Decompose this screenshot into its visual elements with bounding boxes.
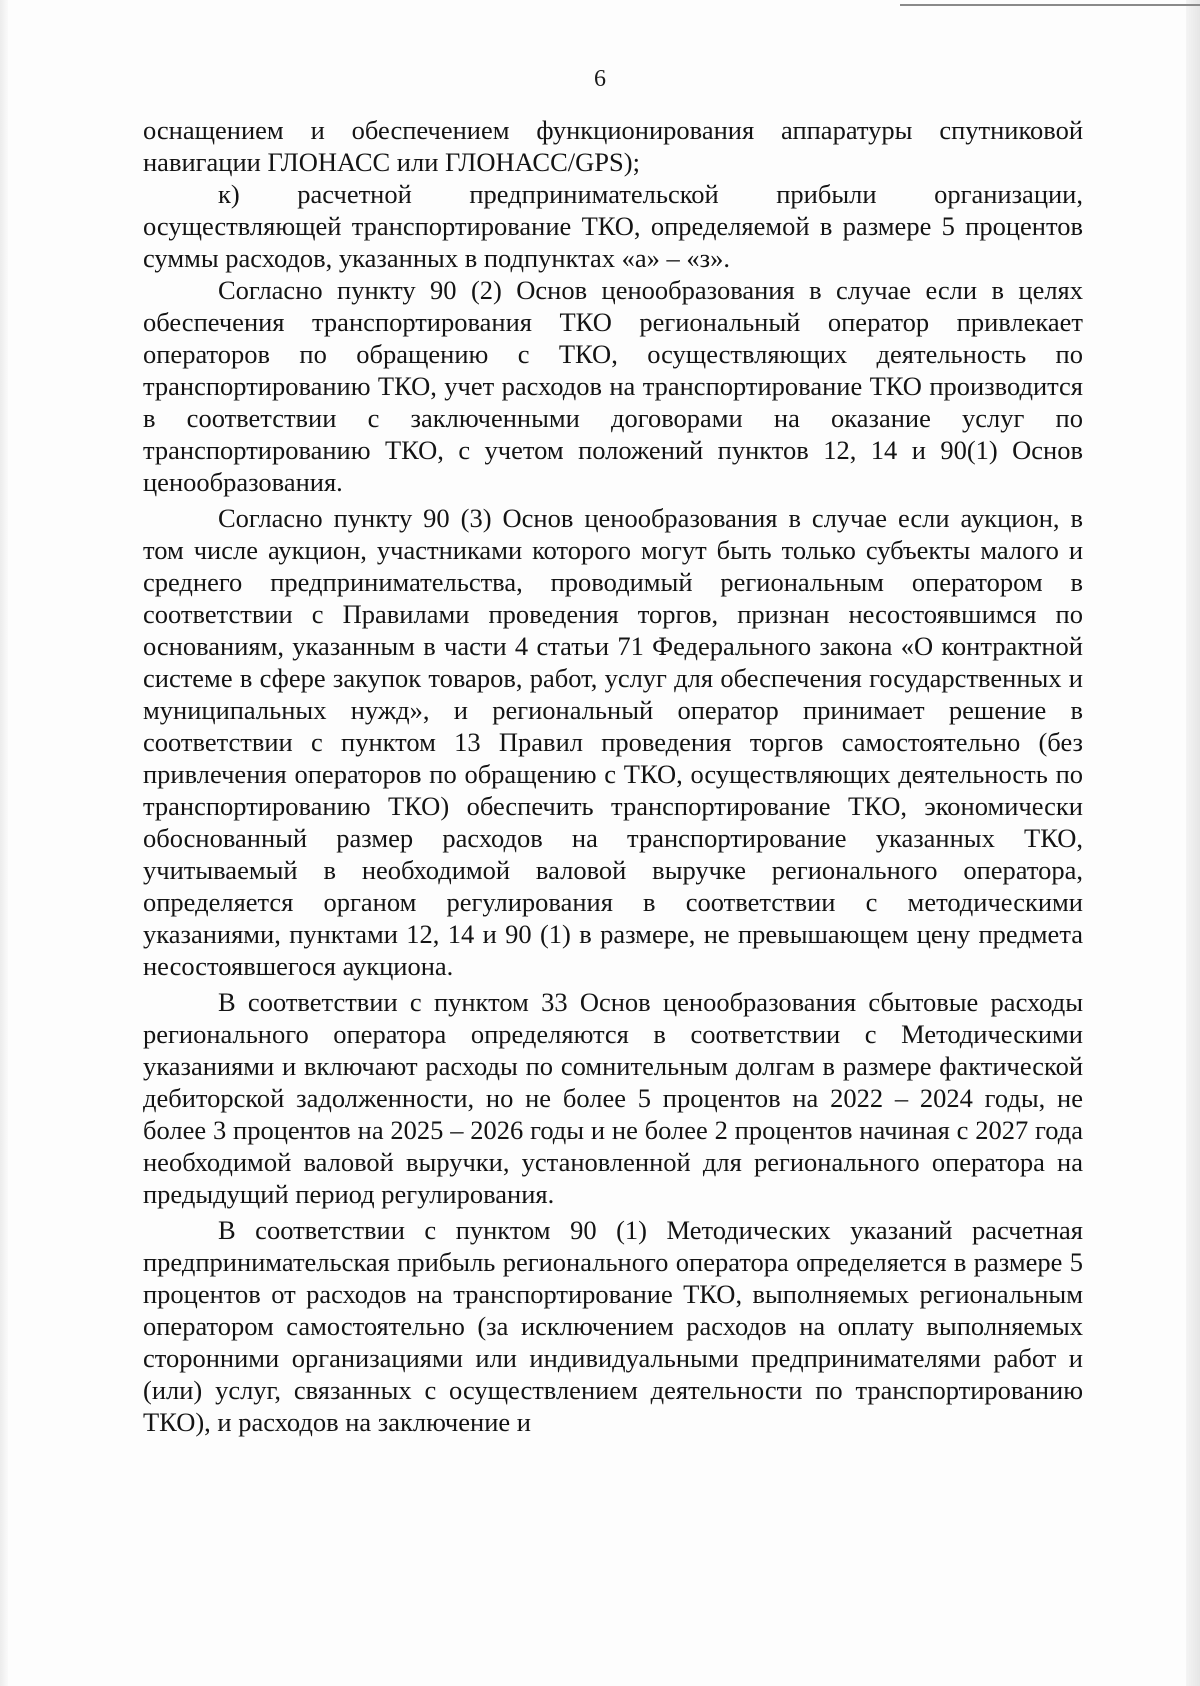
paragraph-clause-90-3: Согласно пункту 90 (3) Основ ценообразования в случае если аукцион, в том числе аукцион, участниками которого могут быть только субъекты малого и среднего предпринимательства, проводимый региональным оператором в соответствии с Правилами проведения торгов, признан несостоявшимся по основаниям, указанным в части 4 статьи 71 Федерального закона «О контрактной системе в сфере закупок товаров, работ, услуг для обеспечения государственных и муниципальных нужд», и региональный оператор принимает решение в соответствии с пунктом 13 Правил проведения торгов самостоятельно (без привлечения операторов по обращению с ТКО, осуществляющих деятельность по транспортированию ТКО) обеспечить транспортирование ТКО, экономически обоснованный размер расходов на транспортирование указанных ТКО, учитываемый в необходимой валовой выручке регионального оператора, определяется органом регулирования в соответствии с методическими указаниями, пунктами 12, 14 и 90 (1) в размере, не превышающем цену предмета несостоявшегося аукциона. [143,503,1083,981]
paragraph-clause-33: В соответствии с пунктом 33 Основ ценообразования сбытовые расходы регионального оператора определяются в соответствии с Методическими указаниями и включают расходы по сомнительным долгам в размере фактической дебиторской задолженности, но не более 5 процентов на 2022 – 2024 годы, не более 3 процентов на 2025 – 2026 годы и не более 2 процентов начиная с 2027 года необходимой валовой выручки, установленной для регионального оператора на предыдущий период регулирования. [143,987,1083,1209]
scan-top-line [900,4,1200,6]
scan-edge-right [1186,0,1200,1686]
scan-edge-left [0,0,8,1686]
paragraph-continuation: оснащением и обеспечением функционирования аппаратуры спутниковой навигации ГЛОНАСС или ГЛОНАСС/GPS); [143,115,1083,177]
document-body [143,114,1083,1438]
paragraph-item-k: к) расчетной предпринимательской прибыли организации, осуществляющей транспортирование ТКО, определяемой в размере 5 процентов суммы расходов, указанных в подпунктах «а» – «з». [143,179,1083,273]
paragraph-clause-90-2: Согласно пункту 90 (2) Основ ценообразования в случае если в целях обеспечения транспортирования ТКО региональный оператор привлекает операторов по обращению с ТКО, осуществляющих деятельность по транспортированию ТКО, учет расходов на транспортирование ТКО производится в соответствии с заключенными договорами на оказание услуг по транспортированию ТКО, с учетом положений пунктов 12, 14 и 90(1) Основ ценообразования. [143,275,1083,497]
page-number: 6 [594,66,606,92]
paragraph-clause-90-1: В соответствии с пунктом 90 (1) Методических указаний расчетная предпринимательская прибыль регионального оператора определяется в размере 5 процентов от расходов на транспортирование ТКО, выполняемых региональным оператором самостоятельно (за исключением расходов на оплату выполняемых сторонними организациями или индивидуальными предпринимателями работ и (или) услуг, связанных с осуществлением деятельности по транспортированию ТКО), и расходов на заключение и [143,1215,1083,1437]
